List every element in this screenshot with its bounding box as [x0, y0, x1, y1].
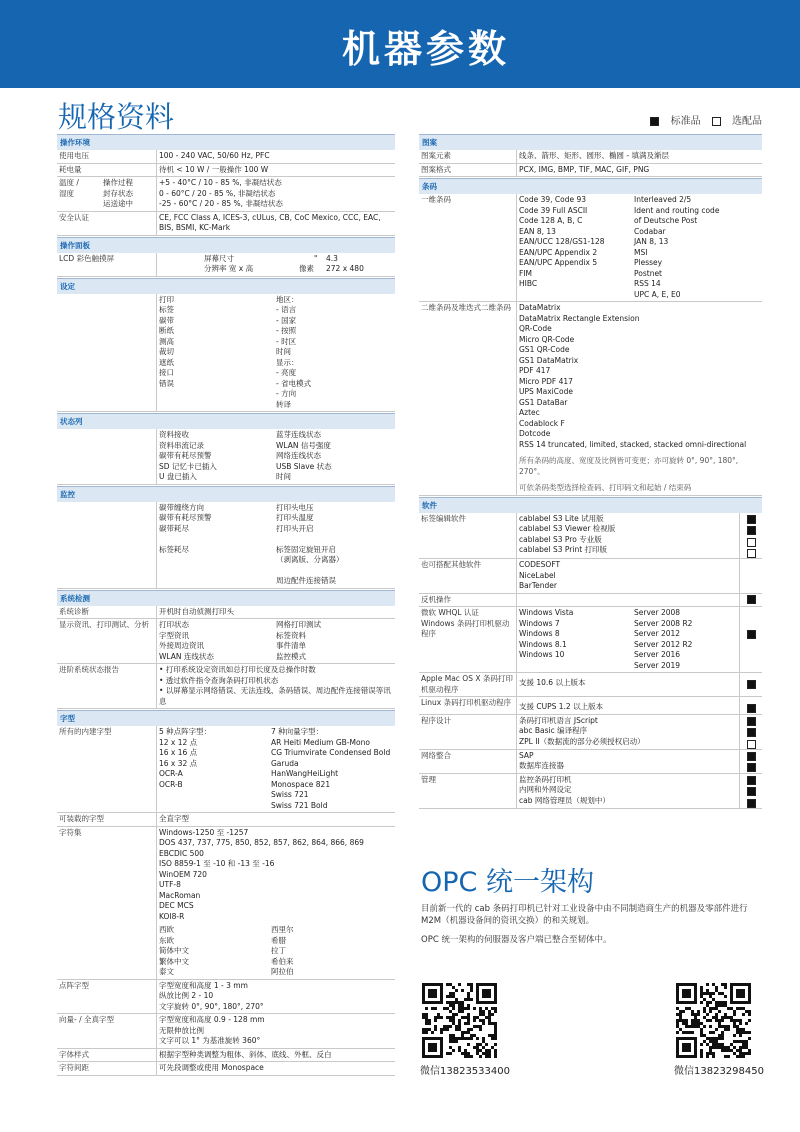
list-item: EAN/UCC 128/GS1-128 — [519, 237, 605, 246]
integ-label: 网络整合 — [421, 750, 451, 760]
list-item: 16 x 32 点 — [159, 758, 198, 768]
list-item: 字型宽度和高度 1 - 3 mm — [159, 980, 248, 990]
list-item: 裁切 — [159, 347, 174, 356]
list-item: 时间 — [276, 347, 291, 356]
env-values: +5 - 40°C / 10 - 85 %, 非凝结状态 0 - 60°C / 20 - 85 %, 非凝结状态 -25 - 60°C / 20 - 85 %, 非凝结状态 — [156, 177, 395, 211]
list-item: 东欧 — [159, 935, 174, 945]
list-item: MacRoman — [159, 890, 201, 900]
list-item: 监控模式 — [276, 651, 306, 661]
list-item: Windows Vista — [519, 608, 574, 617]
qr-code-2 — [676, 983, 751, 1058]
list-item: 事件清单 — [276, 641, 306, 650]
list-item: 网格打印测试 — [276, 620, 321, 629]
barcode-1d-label: 一维条码 — [421, 195, 451, 204]
right-spec-table — [419, 133, 762, 809]
list-item: 条码打印机语言 JScript — [519, 715, 598, 725]
list-item: Interleaved 2/5 — [634, 195, 692, 204]
bitmap-values — [156, 980, 395, 1014]
list-item: 显示： — [276, 357, 299, 367]
report-values — [156, 664, 395, 708]
list-item: 拉丁 — [271, 946, 286, 955]
list-item: Codablock F — [519, 418, 565, 428]
legend-optional: 选配品 — [732, 116, 762, 127]
list-item: 无限伸放比例 — [159, 1025, 204, 1035]
list-item — [276, 566, 393, 577]
charset-values — [156, 827, 395, 979]
cert-value: CE, FCC Class A, ICES-3, cULus, CB, CoC Mexico, CCC, EAC, BIS, BSMI, KC-Mark — [156, 212, 395, 235]
barcode-2d-label: 二维条码及堆迭式二维条码 — [421, 303, 511, 312]
load-font-label: 可装载的字型 — [59, 814, 104, 823]
list-item — [159, 534, 276, 545]
graphic-elem-label: 图案元素 — [421, 151, 451, 160]
label-sw-label: 标签编辑软件 — [421, 513, 466, 523]
category-env: 操作环境 — [57, 134, 395, 150]
list-item: 西欧 — [159, 925, 174, 934]
list-item: 希腊 — [271, 935, 286, 945]
header-banner — [0, 0, 800, 88]
list-item: QR-Code — [519, 324, 552, 333]
cert-label: 安全认证 — [59, 212, 89, 222]
other-sw-values — [516, 559, 739, 593]
list-item: 16 x 16 点 — [159, 748, 198, 757]
monitor-values — [156, 502, 395, 588]
list-item: 打印状态 — [159, 620, 189, 629]
list-item: NiceLabel — [519, 570, 556, 580]
list-item: Server 2008 R2 — [634, 618, 693, 628]
list-item: OCR-B — [159, 779, 183, 789]
category-fonts: 字型 — [57, 710, 395, 726]
list-item: 外接周边资讯 — [159, 641, 204, 650]
list-item: - 语言 — [276, 305, 297, 314]
list-item: DEC MCS — [159, 901, 194, 910]
list-item — [276, 534, 393, 545]
list-item: • 以屏幕显示网络错误、无法连线、条码错误、周边配件连接错误等讯息 — [159, 686, 391, 706]
voltage-value: 100 - 240 VAC, 50/60 Hz, PFC — [156, 150, 395, 163]
whql-values — [516, 607, 739, 672]
list-item: HanWangHeiLight — [271, 769, 339, 778]
list-item: CG Triumvirate Condensed Bold — [271, 748, 391, 757]
list-item: UPS MaxiCode — [519, 387, 573, 396]
page-title: 机器参数 — [341, 27, 510, 71]
list-item: Windows 8.1 — [519, 639, 567, 649]
list-item: - 省电模式 — [276, 378, 312, 388]
list-item: 繁体中文 — [159, 956, 189, 966]
list-item: WLAN 信号强度 — [276, 440, 331, 450]
power-label: 耗电量 — [59, 164, 82, 174]
list-item: 西里尔 — [271, 925, 294, 934]
list-item: 标签固定旋钮开启 — [276, 544, 336, 554]
graphic-fmt-value: PCX, IMG, BMP, TIF, MAC, GIF, PNG — [516, 164, 762, 177]
charset-label: 字符集 — [59, 827, 82, 837]
temp-humid-label: 温度 / 湿度 — [59, 178, 79, 198]
list-item: （剥离版、分离器） — [276, 555, 344, 564]
prog-values — [516, 715, 739, 749]
list-item: Server 2008 — [634, 608, 681, 617]
list-item: 接口 — [159, 368, 174, 377]
list-item: 简体中文 — [159, 946, 189, 955]
list-item: EAN/UPC Appendix 5 — [519, 258, 598, 267]
status-values — [156, 429, 395, 484]
list-item: Windows 10 — [519, 650, 565, 659]
category-diag: 系统检测 — [57, 590, 395, 606]
qr-caption-2: 微信13823298450 — [674, 1066, 764, 1077]
integ-values — [516, 750, 739, 773]
list-item: Plessey — [634, 258, 663, 267]
list-item: 阿拉伯 — [271, 967, 294, 976]
list-item: 碳带有耗尽预警 — [159, 451, 212, 460]
list-item: Garuda — [271, 758, 299, 768]
label-sw-checks — [739, 513, 762, 559]
graphic-fmt-label: 图案格式 — [421, 164, 451, 174]
spacing-value: 可先段调整或使用 Monospace — [156, 1062, 395, 1075]
list-item: 文字旋转 0°, 90°, 180°, 270° — [159, 1001, 264, 1011]
list-item: GS1 QR-Code — [519, 345, 570, 354]
list-item: EBCDIC 500 — [159, 848, 204, 858]
diag-value: 开机时自动侦测打印头 — [156, 606, 395, 619]
other-sw-label: 也可搭配其他软件 — [421, 560, 481, 569]
list-item: abc Basic 编译程序 — [519, 726, 588, 735]
power-value: 待机 < 10 W / 一般操作 100 W — [156, 164, 395, 177]
optional-square-icon — [712, 117, 721, 126]
list-item: ZPL II（数据流的部分必须授权启动） — [519, 736, 645, 746]
left-spec-table — [57, 133, 395, 1076]
list-item: 字型资讯 — [159, 630, 189, 640]
linux-value: 支援 CUPS 1.2 以上版本 — [516, 697, 739, 714]
list-item: DataMatrix — [519, 303, 561, 312]
mac-label: Apple Mac OS X 条码打印机驱动程序 — [421, 674, 513, 694]
category-monitor: 监控 — [57, 486, 395, 502]
lcd-label: LCD 彩色触摸屏 — [59, 253, 115, 263]
mgmt-label: 管理 — [421, 774, 436, 784]
list-item: Code 39, Code 93 — [519, 195, 587, 204]
list-item: Postnet — [634, 268, 663, 278]
spacing-label: 字符间距 — [59, 1063, 89, 1072]
list-item: Micro PDF 417 — [519, 376, 573, 386]
list-item: 碳带有耗尽预警 — [159, 513, 212, 522]
list-item: JAN 8, 13 — [634, 237, 669, 246]
opc-text: 目前新一代的 cab 条码打印机已针对工业设备中由不同制造商生产的机器及零部件进行 M2M（机器设备间的资讯交换）的和关规划。 OPC 统一架构的伺服器及客户端已整合至韧体中。 — [421, 904, 748, 945]
category-status: 状态列 — [57, 413, 395, 429]
list-item: 监控条码打印机 — [519, 774, 572, 784]
mac-value: 支援 10.6 以上版本 — [516, 673, 739, 696]
list-item: - 国家 — [276, 315, 297, 325]
voltage-label: 使用电压 — [59, 151, 89, 160]
qr-caption-1: 微信13823533400 — [420, 1066, 510, 1077]
list-item: 转译 — [276, 399, 291, 409]
list-item: 错误 — [159, 378, 174, 388]
integ-checks — [739, 750, 762, 773]
load-font-value: 全直字型 — [156, 813, 395, 826]
list-item: 打印头开启 — [276, 523, 314, 533]
mgmt-checks — [739, 774, 762, 808]
bitmap-label: 点阵字型 — [59, 980, 89, 990]
list-item: Monospace 821 — [271, 779, 331, 789]
list-item: - 亮度 — [276, 368, 297, 377]
qr-code-1 — [422, 983, 497, 1058]
reverse-label: 反机操作 — [421, 594, 451, 604]
vector-values — [156, 1014, 395, 1048]
list-item: 数据库连接器 — [519, 761, 564, 770]
list-item: 7 种向量字型： — [271, 727, 324, 736]
legend-standard: 标准品 — [670, 116, 701, 127]
list-item: EAN/UPC Appendix 2 — [519, 247, 598, 257]
list-item: - 时区 — [276, 336, 297, 346]
list-item: SAP — [519, 750, 534, 760]
list-item: FIM — [519, 268, 532, 278]
list-item: Windows-1250 至 -1257 — [159, 827, 249, 837]
builtin-font-values — [156, 726, 395, 812]
list-item: 标签 — [159, 305, 174, 314]
list-item: - 按照 — [276, 326, 297, 335]
list-item: DataMatrix Rectangle Extension — [519, 313, 640, 323]
list-item: 地区： — [276, 294, 299, 304]
settings-values — [156, 294, 395, 412]
list-item: SD 记忆卡已插入 — [159, 461, 217, 471]
list-item: BarTender — [519, 581, 557, 590]
list-item: 纵放比例 2 - 10 — [159, 991, 214, 1000]
style-value: 根据字型种类调整为粗体、斜体、底线、外框、反白 — [156, 1049, 395, 1062]
vector-label: 向量- / 全真字型 — [59, 1015, 115, 1024]
list-item: GS1 DataBar — [519, 397, 568, 407]
graphic-elem-value: 线条、箭形、矩形、圆形、椭圆 - 填满及渐层 — [516, 150, 762, 163]
list-item: Server 2016 — [634, 650, 681, 659]
list-item: cab 网络管理员（规划中） — [519, 795, 610, 805]
list-item: 字型宽度和高度 0.9 - 128 mm — [159, 1015, 265, 1024]
diag-label: 系统诊断 — [59, 606, 89, 616]
list-item: of Deutsche Post — [634, 216, 698, 225]
list-item: Server 2012 R2 — [634, 639, 693, 649]
list-item: UPC A, E, E0 — [634, 289, 681, 299]
barcode-1d-values — [516, 194, 762, 301]
list-item: Ident and routing code — [634, 205, 720, 215]
list-item: 打印 — [159, 294, 174, 304]
list-item: 网络连线状态 — [276, 451, 321, 460]
list-item: EAN 8, 13 — [519, 226, 556, 236]
list-item: WinOEM 720 — [159, 869, 207, 879]
list-item: UTF-8 — [159, 880, 181, 889]
list-item: Server 2019 — [634, 660, 681, 670]
list-item: 时间 — [276, 472, 291, 481]
list-item: 断纸 — [159, 326, 174, 335]
section-title: 规格资料 — [58, 100, 175, 134]
list-item: 周边配件连接错误 — [276, 576, 336, 585]
show-values — [156, 619, 395, 663]
list-item: Windows 8 — [519, 629, 560, 638]
list-item: cablabel S3 Print 打印版 — [519, 545, 608, 554]
list-item: cablabel S3 Pro 专业版 — [519, 534, 602, 544]
list-item: Server 2012 — [634, 629, 681, 638]
list-item: 泰文 — [159, 967, 174, 976]
category-software: 软件 — [419, 497, 762, 513]
label-sw-values — [516, 513, 739, 559]
list-item: MSI — [634, 247, 648, 257]
list-item: U 盘已插入 — [159, 472, 197, 481]
list-item: RSS 14 truncated, limited, stacked, stacked omni-directional — [519, 439, 747, 449]
list-item: 打印头电压 — [276, 502, 314, 512]
list-item: 5 种点阵字型： — [159, 727, 212, 736]
builtin-font-label: 所有的内建字型 — [59, 727, 112, 736]
env-conditions: 操作过程 封存状态 运送途中 — [103, 178, 133, 208]
report-label: 进阶系统状态报告 — [59, 665, 119, 674]
list-item: 打印头温度 — [276, 513, 314, 522]
list-item: - 方向 — [276, 389, 297, 398]
list-item: RSS 14 — [634, 279, 661, 288]
list-item: Windows 7 — [519, 618, 560, 628]
prog-checks — [739, 715, 762, 749]
list-item: GS1 DataMatrix — [519, 355, 579, 365]
list-item: 标签资料 — [276, 630, 306, 640]
list-item: Aztec — [519, 408, 540, 417]
style-label: 字体样式 — [59, 1049, 89, 1059]
list-item: Dotcode — [519, 429, 551, 438]
category-settings: 设定 — [57, 278, 395, 294]
category-graphics: 图案 — [419, 134, 762, 150]
list-item: Swiss 721 Bold — [271, 800, 328, 810]
lcd-values: 屏幕尺寸 " 4.3 分辨率 宽 x 高 像素 272 x 480 — [156, 253, 395, 276]
list-item: USB Slave 状态 — [276, 461, 332, 471]
list-item: Swiss 721 — [271, 790, 309, 799]
list-item: 测高 — [159, 336, 174, 346]
list-item: Code 128 A, B, C — [519, 216, 583, 225]
standard-square-icon — [650, 117, 659, 126]
list-item: OCR-A — [159, 769, 183, 778]
list-item: Codabar — [634, 226, 666, 236]
list-item: 碳带 — [159, 315, 174, 325]
list-item: • 打印系统设定资讯如总打印长度及总操作时数 — [159, 665, 316, 674]
list-item: 碳带缠绕方向 — [159, 502, 204, 512]
list-item: cablabel S3 Lite 试用版 — [519, 513, 604, 523]
list-item: PDF 417 — [519, 366, 551, 375]
list-item: cablabel S3 Viewer 检视版 — [519, 524, 616, 533]
list-item: 12 x 12 点 — [159, 737, 198, 747]
list-item: 碳带耗尽 — [159, 523, 189, 533]
list-item: 希伯来 — [271, 956, 294, 966]
category-panel: 操作面板 — [57, 237, 395, 253]
prog-label: 程序设计 — [421, 715, 451, 725]
list-item: Micro QR-Code — [519, 334, 575, 344]
legend — [642, 112, 762, 127]
list-item: 资料串流记录 — [159, 440, 204, 450]
show-label: 显示资讯、打印测试、分析 — [59, 620, 149, 629]
list-item: KOI8-R — [159, 911, 185, 921]
list-item: ISO 8859-1 至 -10 和 -13 至 -16 — [159, 859, 275, 868]
category-barcodes: 条码 — [419, 178, 762, 194]
mgmt-values — [516, 774, 739, 808]
whql-label: 微软 WHQL 认证 Windows 条码打印机驱动程序 — [421, 608, 510, 638]
list-item: 资料接收 — [159, 430, 189, 439]
list-item: AR Heiti Medium GB-Mono — [271, 737, 370, 747]
opc-title: OPC 统一架构 — [421, 867, 594, 898]
list-item: 内网和外网设定 — [519, 785, 572, 794]
list-item: 蓝芽连线状态 — [276, 430, 321, 439]
barcode-2d-values: DataMatrix DataMatrix Rectangle Extension QR-Code Micro QR-Code GS1 QR-Code GS1 DataMatrix PDF 417 Micro PDF 417 UPS MaxiCode GS1 DataBar Aztec Codablock F Dotcode RSS 14 truncated, limited, stacked, stacked omni-directional 所有条码的高度、宽度及比例皆可变更；亦可旋转 0°, 90°, 180°, 270°。 可依条码类型选择检查码、打印码文和起始 / 结束码 — [516, 302, 762, 495]
list-item: • 透过软件指令查询条码打印机状态 — [159, 675, 279, 685]
list-item: HIBC — [519, 279, 538, 288]
list-item: 标签耗尽 — [159, 544, 189, 554]
list-item: 文字可以 1° 为基准旋转 360° — [159, 1036, 261, 1045]
list-item: 遮纸 — [159, 357, 174, 367]
list-item: CODESOFT — [519, 560, 561, 569]
linux-label: Linux 条码打印机驱动程序 — [421, 698, 512, 707]
list-item: DOS 437, 737, 775, 850, 852, 857, 862, 864, 866, 869 — [159, 838, 364, 847]
list-item: Code 39 Full ASCII — [519, 205, 588, 215]
list-item: WLAN 连线状态 — [159, 651, 214, 661]
